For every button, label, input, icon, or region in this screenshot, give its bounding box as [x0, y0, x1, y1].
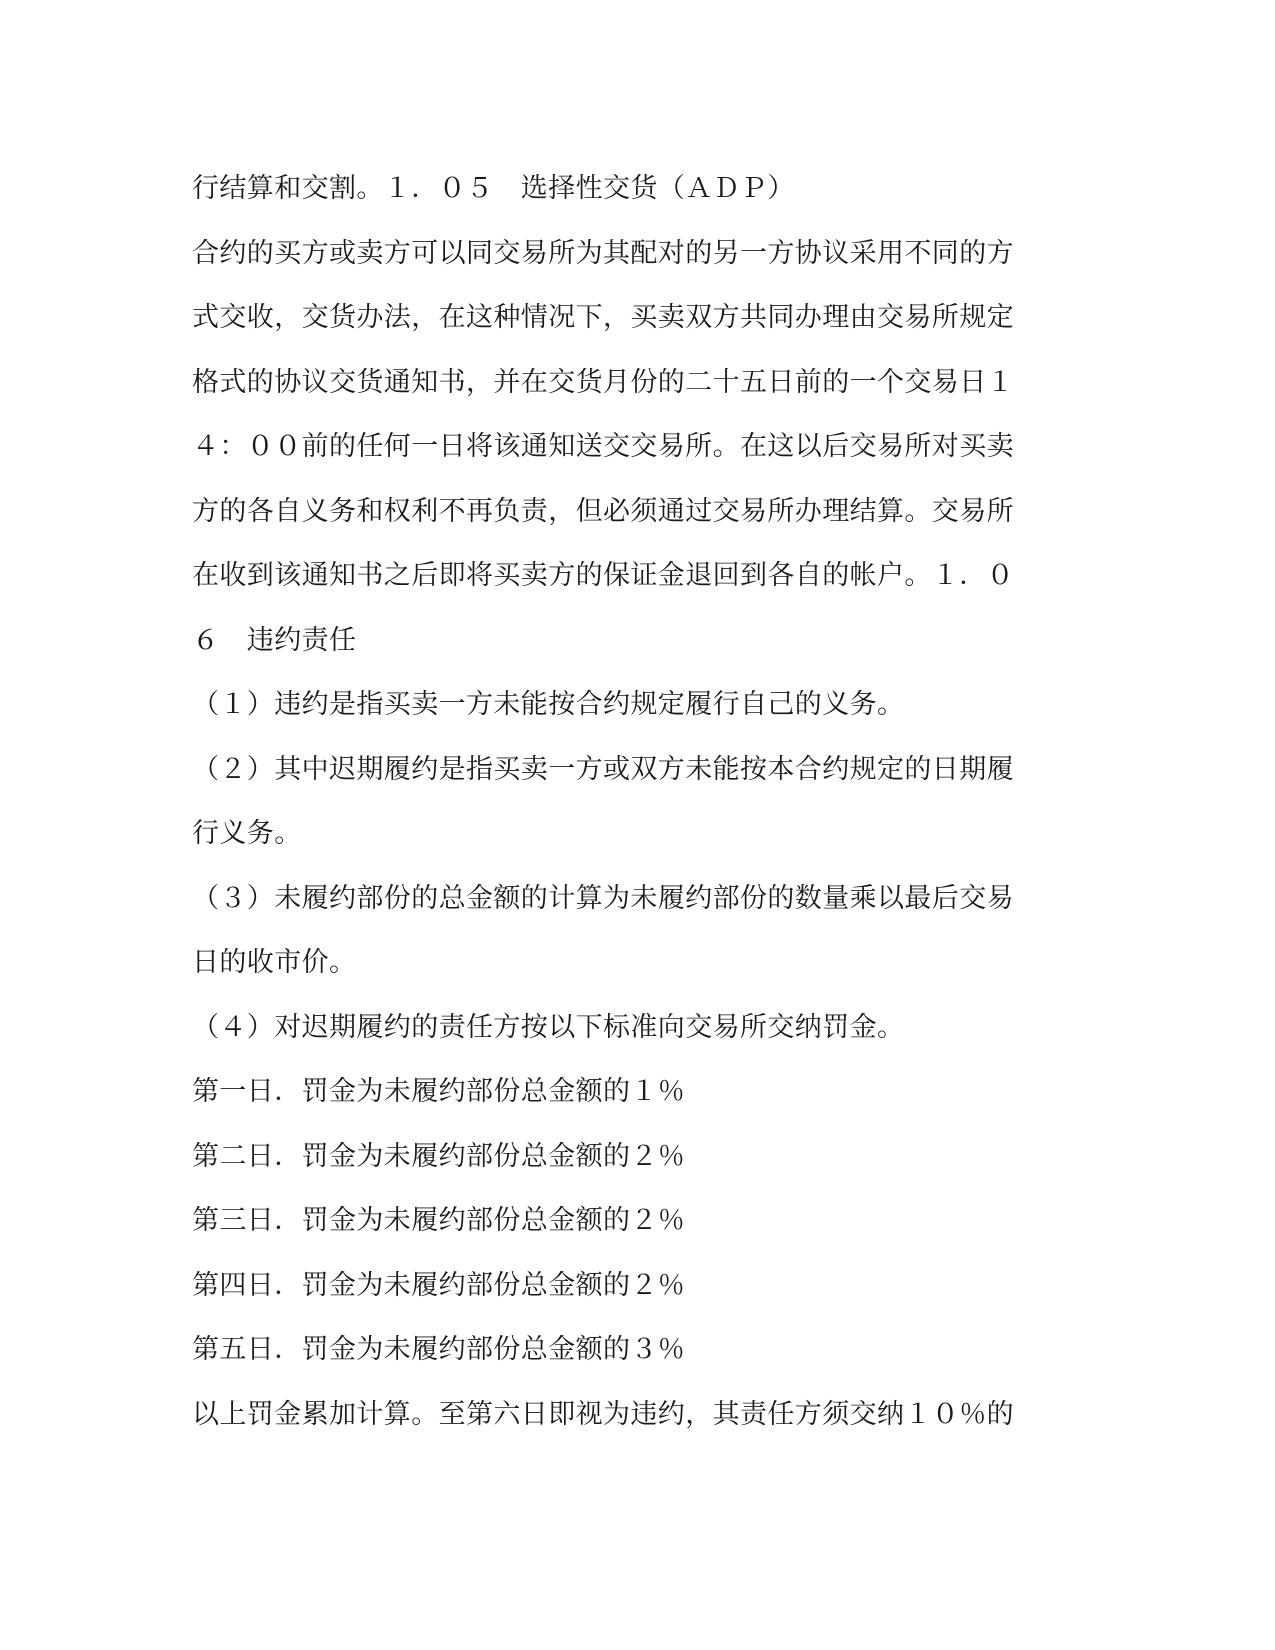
body-text	[192, 157, 1072, 1447]
text-line: 第三日．罚金为未履约部份总金额的２％	[192, 1205, 686, 1236]
text-line: 方的各自义务和权利不再负责，但必须通过交易所办理结算。交易所	[192, 495, 1014, 527]
text-line: 格式的协议交货通知书，并在交货月份的二十五日前的一个交易日１	[192, 366, 1014, 398]
text-line: 合约的买方或卖方可以同交易所为其配对的另一方协议采用不同的方	[192, 237, 1014, 269]
text-line: 第四日．罚金为未履约部份总金额的２％	[192, 1269, 686, 1301]
text-line: （４）对迟期履约的责任方按以下标准向交易所交纳罚金。	[192, 1011, 905, 1043]
text-line: 行结算和交割。１．０５ 选择性交货（ＡＤＰ）	[192, 173, 795, 204]
text-line: 行义务。	[192, 818, 302, 849]
text-line: （３）未履约部份的总金额的计算为未履约部份的数量乘以最后交易	[192, 882, 1014, 914]
text-line: 日的收市价。	[192, 947, 357, 978]
text-line: （１）违约是指买卖一方未能按合约规定履行自己的义务。	[192, 689, 905, 720]
text-line: 第五日．罚金为未履约部份总金额的３％	[192, 1334, 686, 1365]
text-line: 在收到该通知书之后即将买卖方的保证金退回到各自的帐户。１．０	[192, 560, 1014, 591]
text-line: （２）其中迟期履约是指买卖一方或双方未能按本合约规定的日期履	[192, 753, 1014, 785]
text-line: ６ 违约责任	[192, 624, 357, 656]
text-line: ４：００前的任何一日将该通知送交交易所。在这以后交易所对买卖	[192, 431, 1014, 462]
text-line: 第一日．罚金为未履约部份总金额的１％	[192, 1076, 686, 1107]
text-line: 式交收，交货办法，在这种情况下，买卖双方共同办理由交易所规定	[192, 302, 1014, 333]
text-line: 以上罚金累加计算。至第六日即视为违约，其责任方须交纳１０％的	[192, 1398, 1014, 1430]
text-line: 第二日．罚金为未履约部份总金额的２％	[192, 1140, 686, 1172]
